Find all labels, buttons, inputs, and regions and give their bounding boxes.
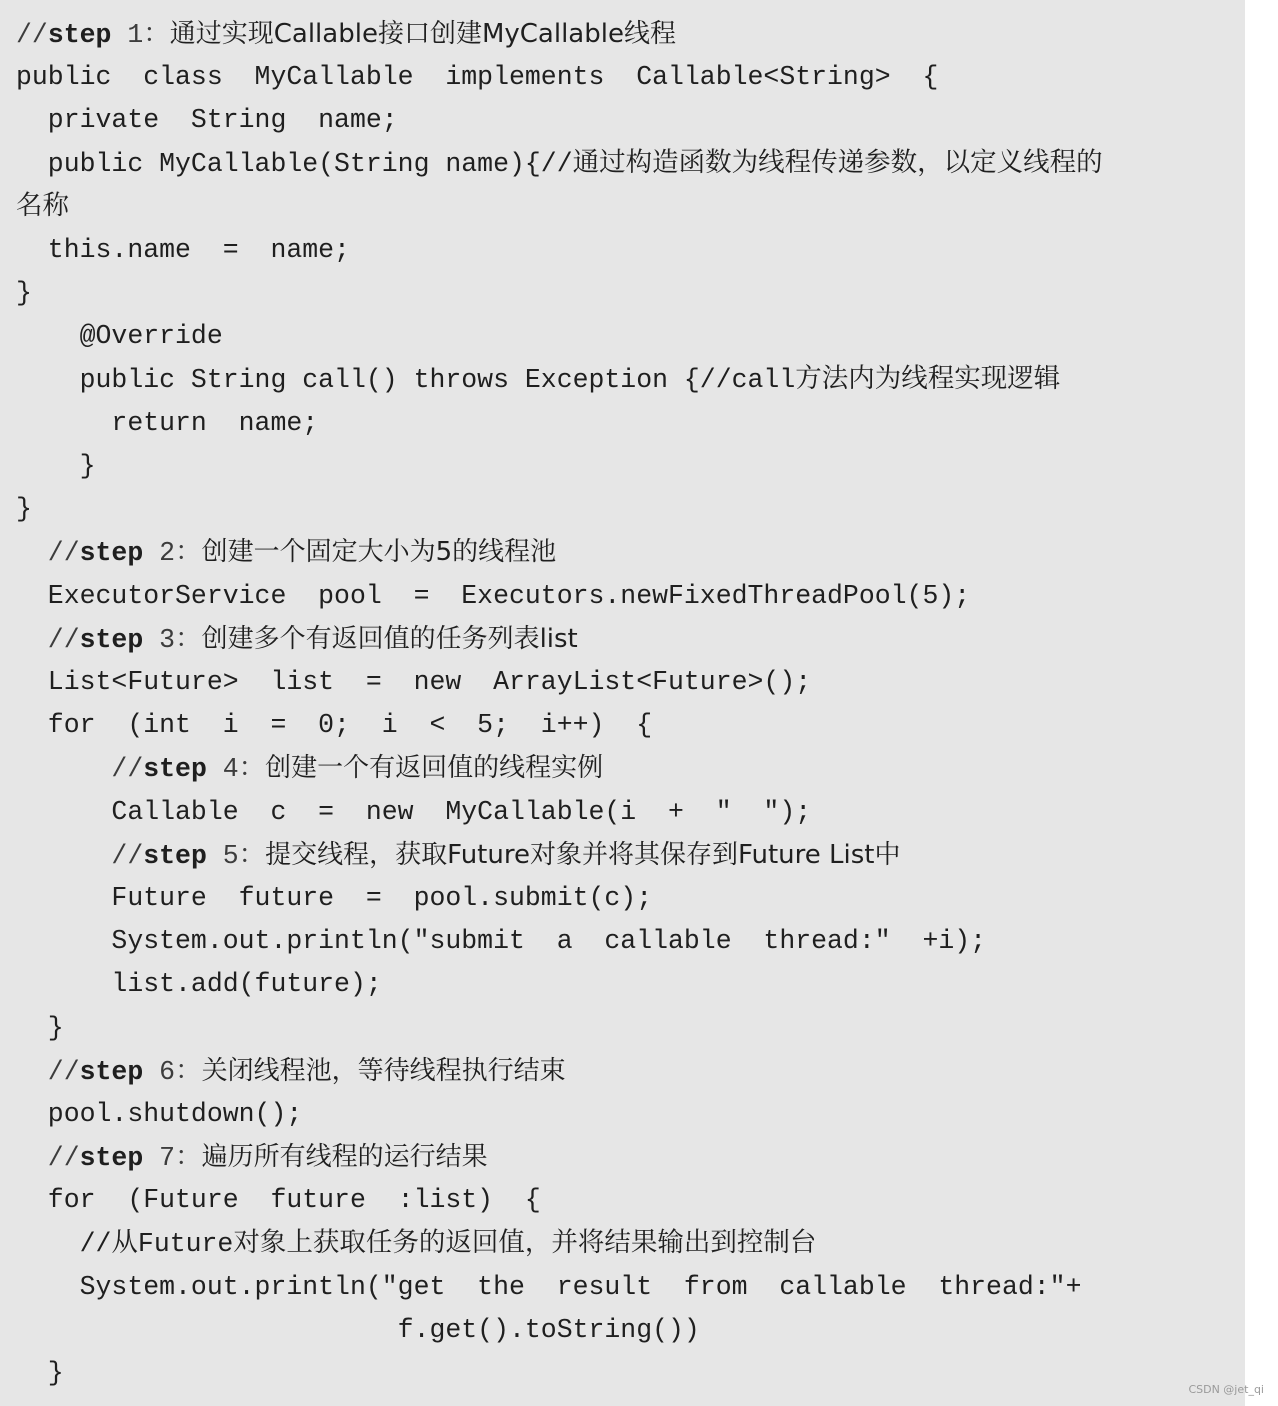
step-number: 1 bbox=[111, 20, 144, 50]
comment-text: 提交线程，获取Future对象并将其保存到Future List中 bbox=[265, 839, 901, 870]
step-number: 7 bbox=[143, 1143, 176, 1174]
code-line: return name; bbox=[16, 407, 319, 438]
code-line: //从Future对象上获取任务的返回值，并将结果输出到控制台 bbox=[16, 1228, 817, 1259]
comment-prefix: // bbox=[16, 754, 144, 785]
code-line: public String call() throws Exception {//call方法内为线程实现逻辑 bbox=[16, 364, 1061, 395]
comment-prefix: // bbox=[16, 624, 80, 655]
code-line: System.out.println("submit a callable thread:" +i); bbox=[16, 926, 987, 957]
step-number: 3 bbox=[143, 624, 176, 655]
code-line: list.add(future); bbox=[16, 969, 382, 1000]
comment-keyword: step bbox=[79, 1056, 144, 1087]
code-line: for (int i = 0; i < 5; i++) { bbox=[16, 710, 653, 741]
step-separator: ： bbox=[238, 840, 266, 871]
step-number: 5 bbox=[206, 840, 239, 871]
code-line: List<Future> list = new ArrayList<Future>(); bbox=[16, 667, 812, 697]
comment-keyword: step bbox=[79, 1143, 144, 1174]
comment-prefix: // bbox=[16, 1143, 80, 1174]
comment-text: 创建多个有返回值的任务列表list bbox=[201, 623, 578, 654]
comment-text: 通过实现Callable接口创建MyCallable线程 bbox=[169, 19, 676, 49]
code-line: } bbox=[16, 1358, 64, 1389]
code-line: pool.shutdown(); bbox=[16, 1099, 303, 1129]
step-number: 4 bbox=[206, 754, 239, 785]
code-line bbox=[16, 618, 578, 661]
step-separator: ： bbox=[175, 624, 202, 655]
step-separator: ： bbox=[175, 538, 202, 569]
code-line: public class MyCallable implements Callable<String> { bbox=[16, 62, 939, 93]
code-line: public MyCallable(String name){//通过构造函数为线程传递参数，以定义线程的 bbox=[16, 148, 1103, 179]
code-line bbox=[16, 13, 676, 56]
comment-prefix: // bbox=[16, 538, 80, 569]
code-line bbox=[16, 747, 603, 790]
code-line: ExecutorService pool = Executors.newFixedThreadPool(5); bbox=[16, 580, 971, 611]
code-line: Callable c = new MyCallable(i + " "); bbox=[16, 796, 812, 827]
comment-text: 遍历所有线程的运行结果 bbox=[201, 1142, 488, 1173]
comment-text: 创建一个固定大小为5的线程池 bbox=[201, 537, 557, 568]
code-line: 名称 bbox=[16, 191, 69, 222]
code-line: @Override bbox=[16, 321, 223, 352]
comment-text: 创建一个有返回值的线程实例 bbox=[265, 753, 604, 784]
comment-prefix: // bbox=[16, 1056, 80, 1087]
code-line: } bbox=[16, 451, 96, 481]
comment-keyword: step bbox=[143, 754, 207, 785]
step-separator: ： bbox=[238, 754, 266, 785]
code-line: } bbox=[16, 494, 32, 525]
comment-keyword: step bbox=[79, 624, 144, 655]
code-line bbox=[16, 1136, 488, 1179]
code-line bbox=[16, 1050, 566, 1093]
step-number: 6 bbox=[143, 1056, 176, 1087]
code-line bbox=[16, 531, 556, 574]
code-line: System.out.println("get the result from callable thread:"+ bbox=[16, 1271, 1082, 1302]
watermark: CSDN @jet_qi bbox=[1188, 1383, 1264, 1396]
code-line: f.get().toString()) bbox=[16, 1315, 700, 1345]
comment-keyword: step bbox=[79, 538, 144, 569]
comment-keyword: step bbox=[143, 840, 207, 871]
step-separator: ： bbox=[143, 20, 170, 50]
code-line: for (Future future :list) { bbox=[16, 1185, 541, 1216]
step-separator: ： bbox=[175, 1056, 202, 1087]
comment-keyword: step bbox=[47, 20, 112, 50]
comment-text: 关闭线程池，等待线程执行结束 bbox=[201, 1055, 566, 1086]
code-line: Future future = pool.submit(c); bbox=[16, 883, 653, 913]
step-number: 2 bbox=[143, 538, 176, 569]
code-line bbox=[16, 834, 900, 877]
code-line: this.name = name; bbox=[16, 235, 350, 265]
code-line: } bbox=[16, 278, 32, 309]
code-line: } bbox=[16, 1012, 64, 1043]
comment-prefix: // bbox=[16, 20, 48, 50]
code-line: private String name; bbox=[16, 105, 398, 136]
step-separator: ： bbox=[175, 1143, 202, 1174]
comment-prefix: // bbox=[16, 840, 144, 871]
